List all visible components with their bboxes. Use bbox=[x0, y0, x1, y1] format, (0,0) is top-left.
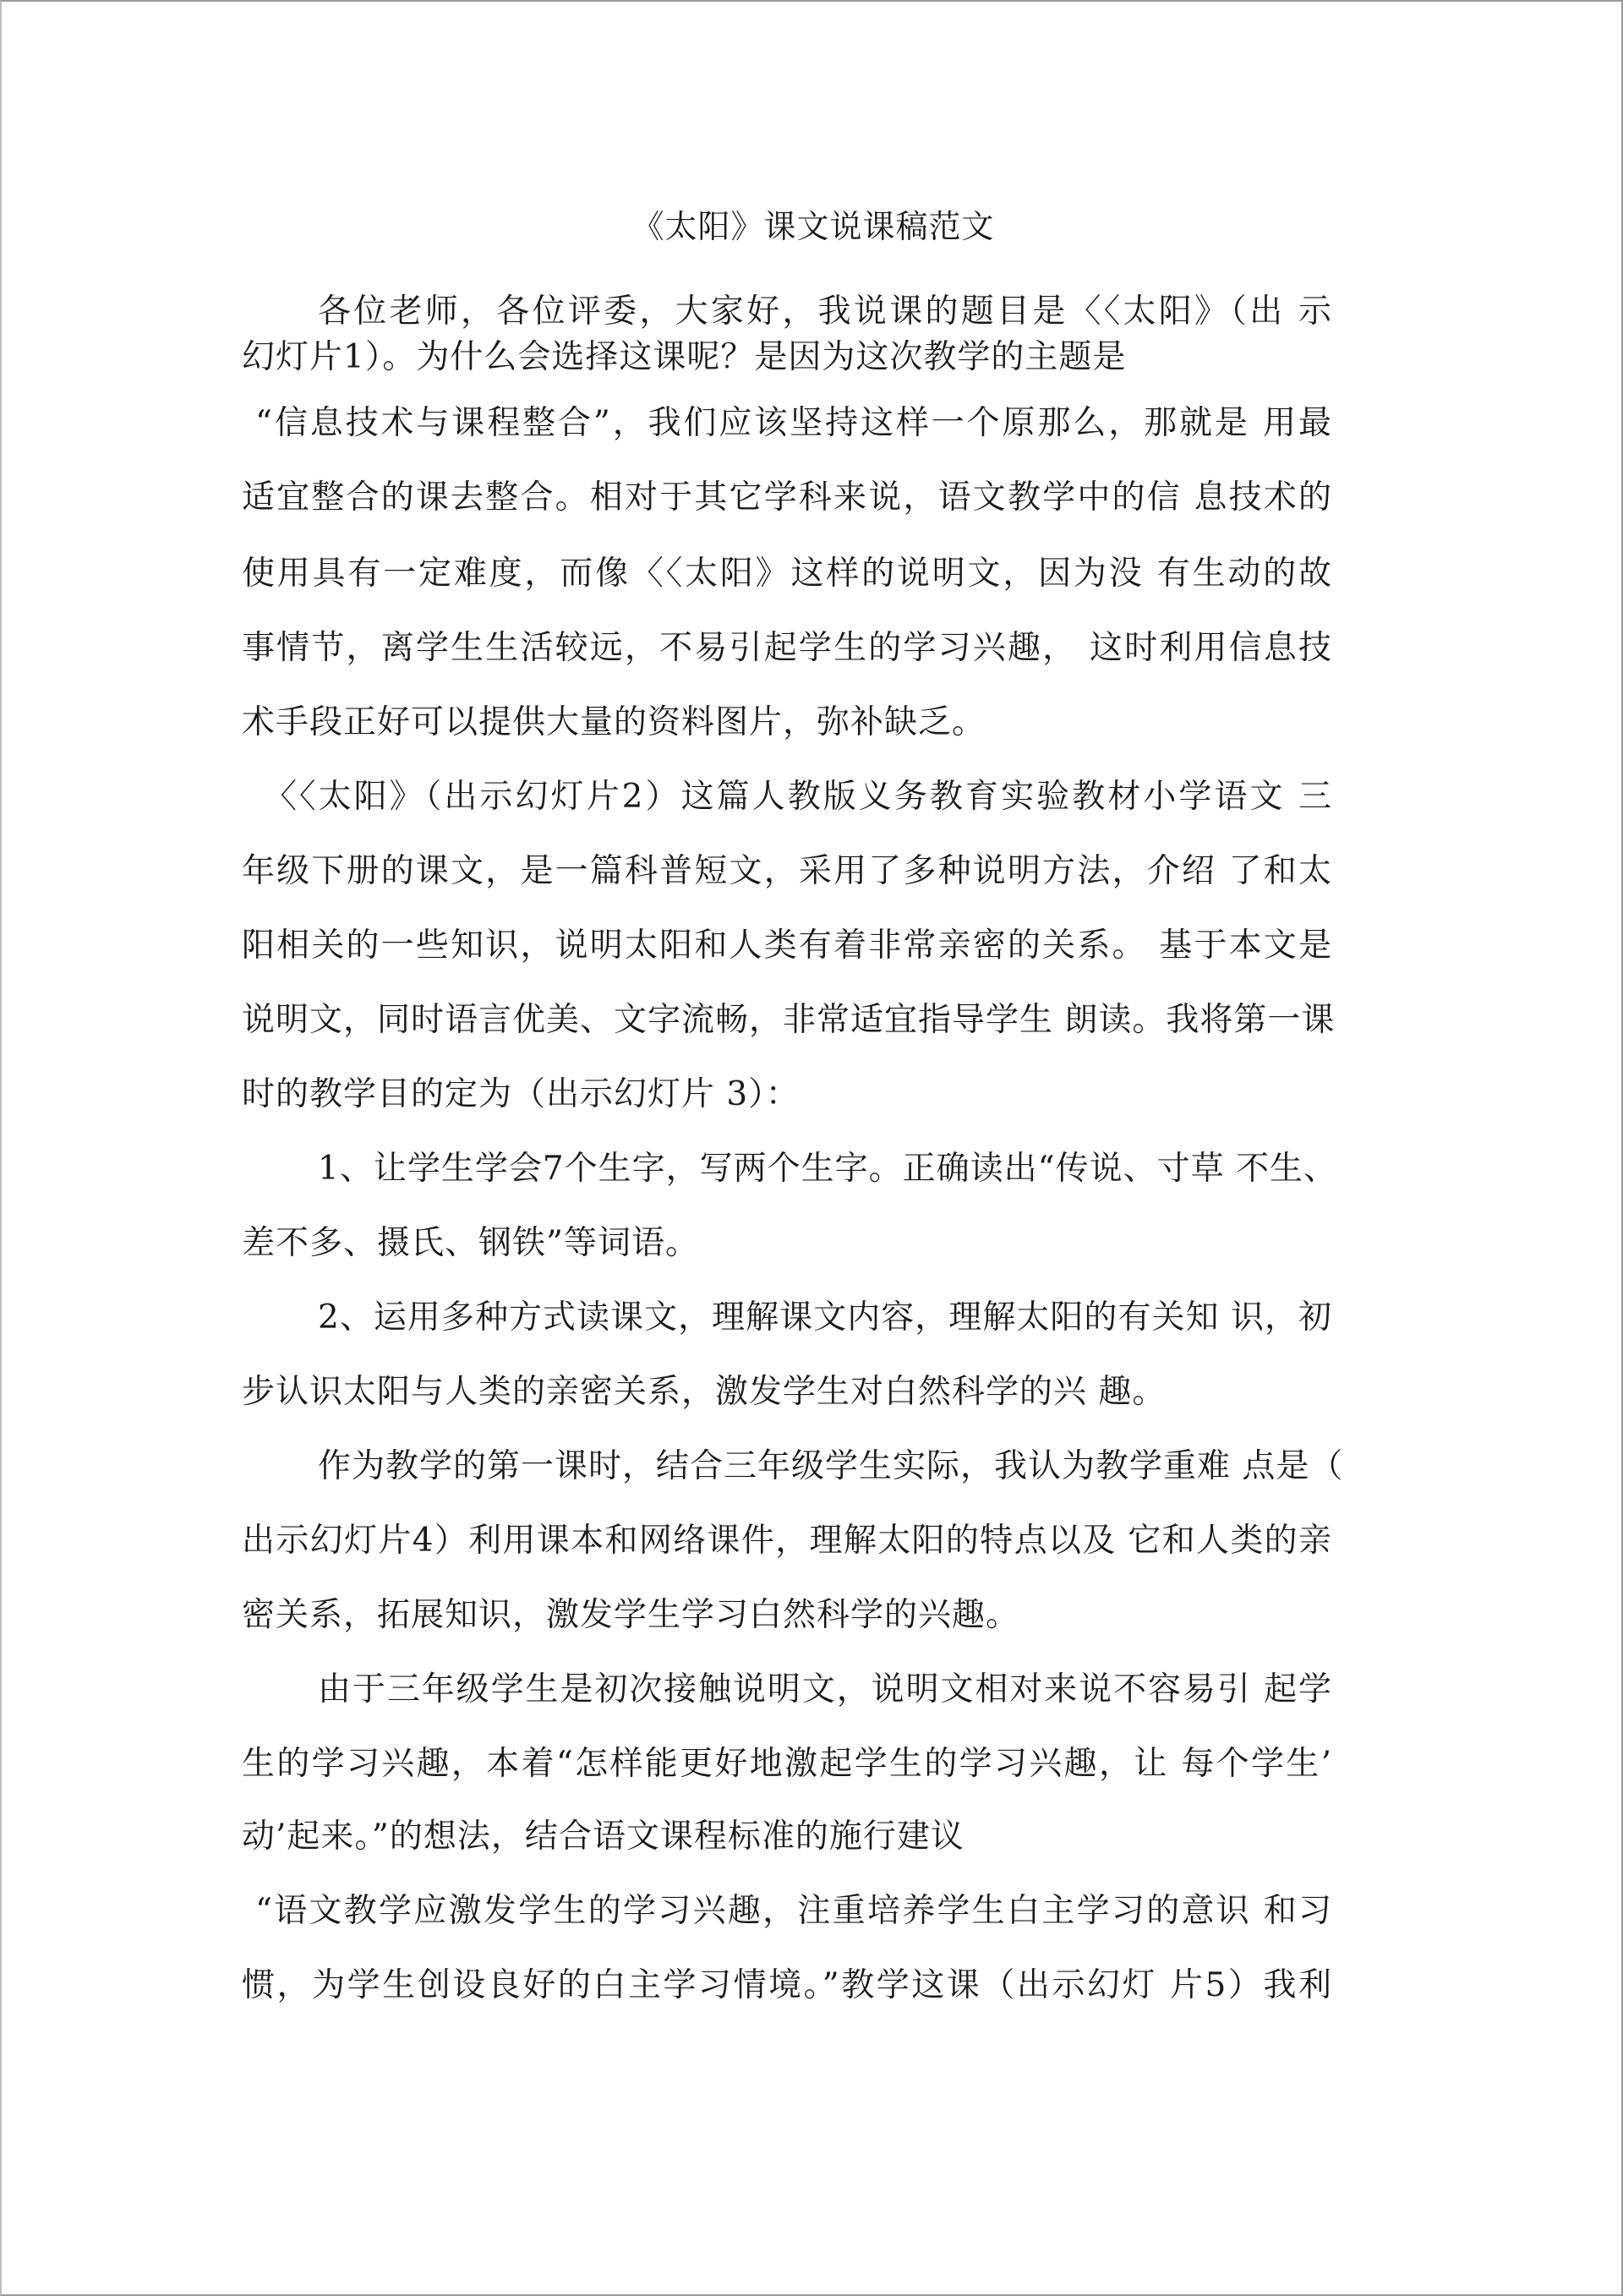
text-line: 说明文，同时语言优美、文字流畅，非常适宜指导学生 朗读。我将第一课 bbox=[242, 1001, 1336, 1039]
text-line: 〈〈太阳》（出示幻灯片2）这篇人教版义务教育实验教材小学语文 三 bbox=[264, 778, 1332, 816]
text-line: 事情节，离学生生活较远，不易引起学生的学习兴趣， 这时利用信息技 bbox=[242, 629, 1332, 667]
text-line: 2、运用多种方式读课文，理解课文内容，理解太阳的有关知 识，初 bbox=[318, 1298, 1332, 1337]
document-title: 《太阳》课文说课稿范文 bbox=[631, 208, 995, 245]
text-line: 动’起来。”的想法，结合语文课程标准的施行建议 bbox=[242, 1818, 965, 1856]
text-line: 步认识太阳与人类的亲密关系，激发学生对白然科学的兴 趣。 bbox=[242, 1373, 1167, 1411]
text-line: 阳相关的一些知识，说明太阳和人类有着非常亲密的关系。 基于本文是 bbox=[242, 927, 1332, 965]
text-line: 各位老师，各位评委，大家好，我说课的题目是〈〈太阳》（出 示 bbox=[318, 292, 1332, 331]
text-line: 时的教学目的定为（出示幻灯片 3）： bbox=[242, 1075, 800, 1113]
text-line: 术手段正好可以提供大量的资料图片，弥补缺乏。 bbox=[242, 703, 986, 741]
text-line: 作为教学的第一课时，结合三年级学生实际，我认为教学重难 点是（ bbox=[318, 1447, 1344, 1485]
text-line: 适宜整合的课去整合。相对于其它学科来说，语文教学中的信 息技术的 bbox=[242, 478, 1332, 517]
text-line: 使用具有一定难度，而像〈〈太阳》这样的说明文，因为没 有生动的故 bbox=[242, 555, 1332, 593]
text-line: 惯，为学生创设良好的白主学习情境。”教学这课（出示幻灯 片5）我利 bbox=[242, 1966, 1332, 2004]
text-line: 生的学习兴趣，本着“怎样能更好地激起学生的学习兴趣，让 每个学生’ bbox=[242, 1745, 1332, 1783]
text-line: “语文教学应激发学生的学习兴趣，注重培养学生白主学习的意识 和习 bbox=[255, 1892, 1332, 1930]
text-line: 出示幻灯片4）利用课本和网络课件，理解太阳的特点以及 它和人类的亲 bbox=[242, 1522, 1332, 1560]
text-line: 幻灯片1）。为什么会选择这课呢？是因为这次教学的主题是 bbox=[242, 338, 1127, 376]
text-line: “信息技术与课程整合”，我们应该坚持这样一个原那么，那就是 用最 bbox=[255, 404, 1332, 442]
text-line: 密关系，拓展知识，激发学生学习白然科学的兴趣。 bbox=[242, 1596, 1020, 1634]
text-line: 年级下册的课文，是一篇科普短文，采用了多种说明方法，介绍 了和太 bbox=[242, 852, 1332, 890]
text-line: 由于三年级学生是初次接触说明文，说明文相对来说不容易引 起学 bbox=[318, 1670, 1332, 1708]
text-line: 1、让学生学会7个生字，写两个生字。正确读出“传说、寸草 不生、 bbox=[318, 1150, 1337, 1188]
text-line: 差不多、摄氏、钢铁”等词语。 bbox=[242, 1224, 699, 1262]
